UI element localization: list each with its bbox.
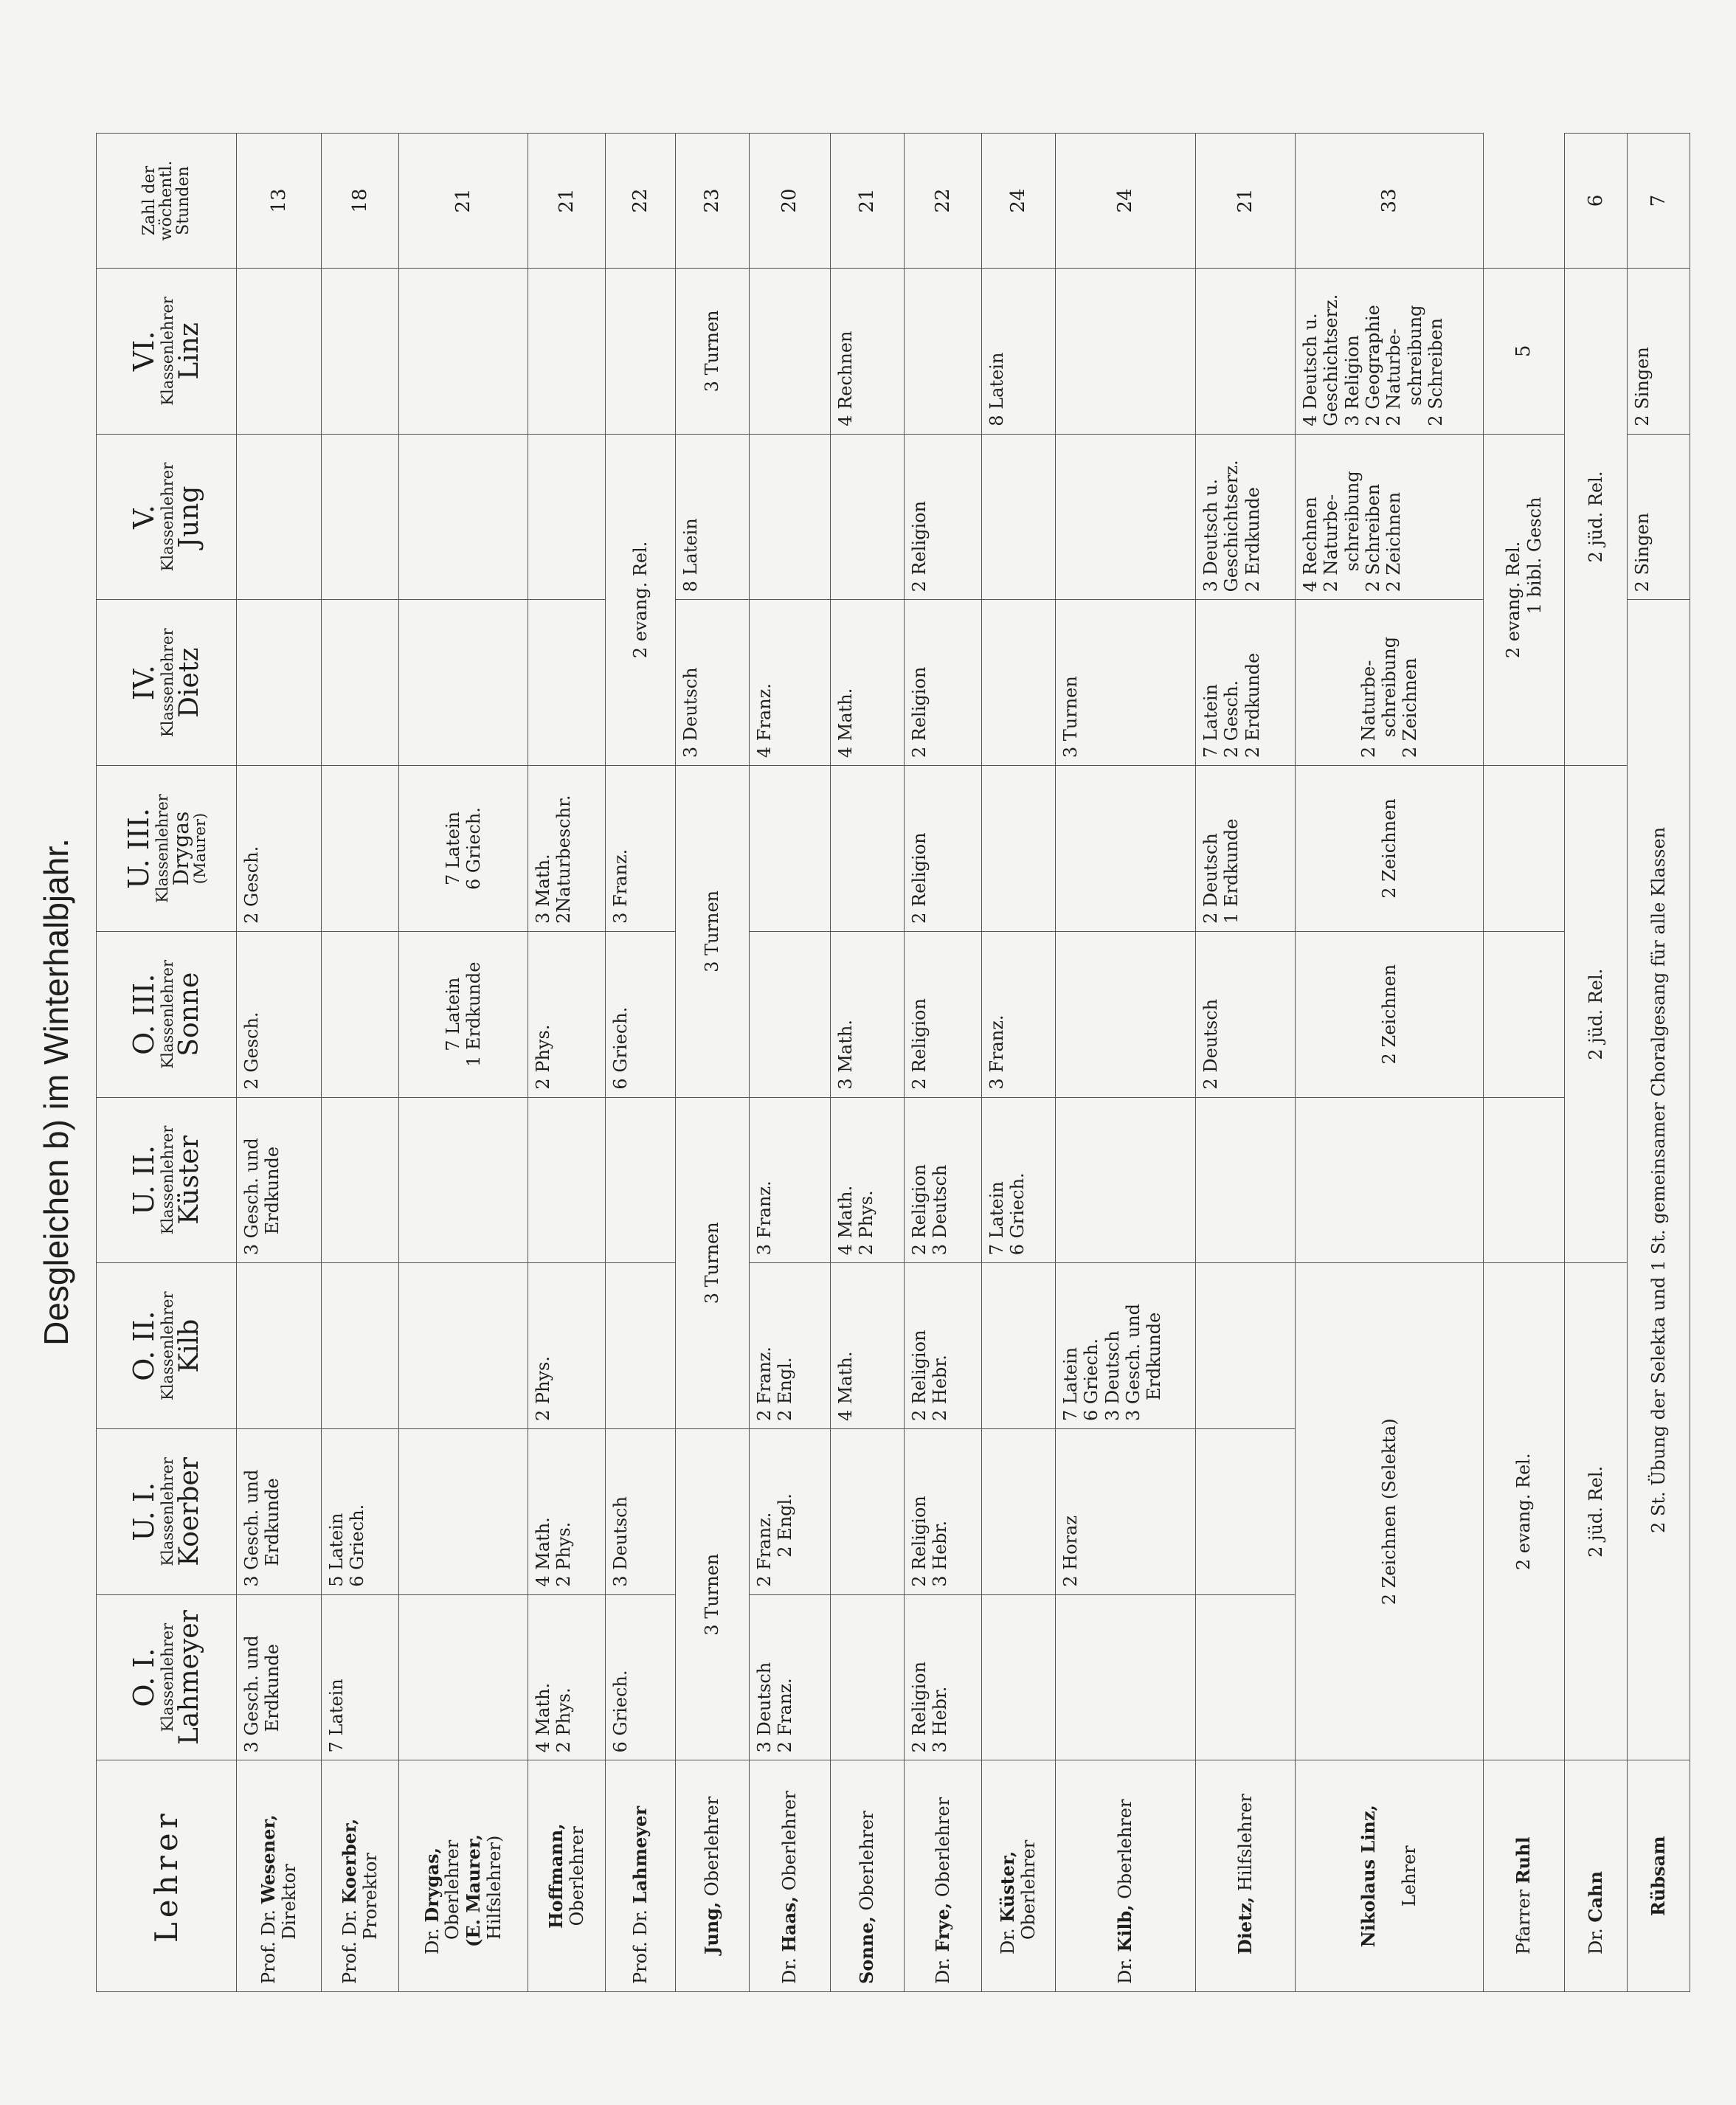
teacher-name: Dr. Cahn xyxy=(1565,1760,1628,1992)
class-role: Klassenlehrer xyxy=(153,794,171,903)
class-header-uii xyxy=(97,1097,237,1263)
teacher-name: Dr. Haas, Oberlehrer xyxy=(750,1760,831,1992)
teacher-name: Prof. Dr. Wesener, Direktor xyxy=(237,1760,322,1992)
hours-header-line: Zahl der xyxy=(139,165,159,236)
hours-cell: 21 xyxy=(1196,134,1296,269)
lesson-cell: 7 Latein 6 Griech. xyxy=(399,766,528,932)
class-teacher: Kilb xyxy=(173,1318,204,1373)
lesson-cell xyxy=(1196,268,1296,434)
lesson-cell: 2 Deutsch 1 Erdkunde xyxy=(1196,766,1296,932)
lesson-cell xyxy=(237,1263,322,1429)
class-roman: O. I. xyxy=(127,1648,160,1707)
teacher-name: Dr. Drygas, Oberlehrer (E. Maurer, Hilfslehrer) xyxy=(399,1760,528,1992)
class-roman: IV. xyxy=(127,665,160,701)
class-roman: U. III. xyxy=(122,808,155,889)
class-roman: U. II. xyxy=(127,1145,160,1215)
lesson-cell: 2 Phys. xyxy=(528,931,606,1097)
lesson-cell xyxy=(1196,1429,1296,1595)
lesson-cell xyxy=(1196,1263,1296,1429)
lesson-cell: 3 Deutsch xyxy=(606,1429,676,1595)
lesson-cell: 2 Singen xyxy=(1628,434,1690,600)
hours-cell: 21 xyxy=(399,134,528,269)
lesson-cell xyxy=(831,766,905,932)
lesson-cell xyxy=(1196,1097,1296,1263)
class-role: Klassenlehrer xyxy=(158,462,176,572)
lesson-cell xyxy=(322,1263,399,1429)
lesson-cell xyxy=(399,1594,528,1760)
lesson-cell xyxy=(982,600,1056,766)
hours-header-line: Stunden xyxy=(174,166,193,235)
lesson-cell: 2 Horaz xyxy=(1056,1429,1196,1595)
lesson-cell: 4 Math. 2 Phys. xyxy=(831,1097,905,1263)
lesson-cell: 7 Latein 2 Gesch. 2 Erdkunde xyxy=(1196,600,1296,766)
lesson-cell: 2 Franz. 2 Engl. xyxy=(750,1429,831,1595)
lesson-cell: 2 Gesch. xyxy=(237,931,322,1097)
teacher-row xyxy=(750,134,831,1992)
timetable-stage xyxy=(96,133,1682,1992)
lesson-cell: 2 Singen xyxy=(1628,268,1690,434)
class-roman: O. II. xyxy=(127,1310,160,1381)
lesson-cell xyxy=(237,434,322,600)
class-teacher: Jung xyxy=(173,485,204,548)
lesson-cell: 3 Gesch. und Erdkunde xyxy=(237,1097,322,1263)
teacher-row xyxy=(237,134,322,1992)
lesson-cell xyxy=(528,1097,606,1263)
class-teacher: Küster xyxy=(173,1136,204,1225)
class-header-iv xyxy=(97,600,237,766)
lesson-cell: 5 Latein 6 Griech. xyxy=(322,1429,399,1595)
lesson-cell: 7 Latein 1 Erdkunde xyxy=(399,931,528,1097)
lesson-cell xyxy=(399,1263,528,1429)
teacher-name: Rübsam xyxy=(1628,1760,1690,1992)
timetable xyxy=(96,133,1690,1992)
lesson-cell xyxy=(750,268,831,434)
hours-cell: 21 xyxy=(831,134,905,269)
lesson-cell xyxy=(831,1594,905,1760)
teacher-name: Pfarrer Ruhl xyxy=(1484,1760,1565,1992)
lesson-cell xyxy=(399,268,528,434)
lesson-cell xyxy=(1196,1594,1296,1760)
lesson-cell xyxy=(750,766,831,932)
lesson-cell: 4 Math. xyxy=(831,1263,905,1429)
lesson-cell xyxy=(831,434,905,600)
teacher-row xyxy=(1196,134,1296,1992)
lesson-cell: 2 St. Übung der Selekta und 1 St. gemeinsamer Choralgesang für alle Klassen xyxy=(1628,600,1690,1760)
lehrer-header: Lehrer xyxy=(97,1760,237,1992)
lesson-cell xyxy=(1484,931,1565,1097)
hours-cell: 33 xyxy=(1296,134,1484,269)
lesson-cell xyxy=(1056,434,1196,600)
lesson-cell xyxy=(1296,1097,1484,1263)
hours-cell: 21 xyxy=(528,134,606,269)
class-role: Klassenlehrer xyxy=(158,1291,176,1400)
hours-cell: 5 xyxy=(1484,268,1565,434)
lesson-cell xyxy=(322,1097,399,1263)
lesson-cell: 2 Phys. xyxy=(528,1263,606,1429)
lesson-cell: 2 Zeichnen xyxy=(1296,931,1484,1097)
teacher-row xyxy=(1484,134,1565,1992)
teacher-name: Prof. Dr. Koerber, Prorektor xyxy=(322,1760,399,1992)
lesson-cell xyxy=(399,1429,528,1595)
class-roman: O. III. xyxy=(127,973,160,1055)
lesson-cell: 4 Rechnen 2 Naturbe- schreibung 2 Schreiben 2 Zeichnen xyxy=(1296,434,1484,600)
hours-cell: 13 xyxy=(237,134,322,269)
lesson-cell xyxy=(322,766,399,932)
teacher-row xyxy=(528,134,606,1992)
hours-header-line: wöchentl. xyxy=(156,160,176,241)
lesson-cell: 2 Religion 3 Hebr. xyxy=(905,1429,982,1595)
lesson-cell: 2 Zeichnen (Selekta) xyxy=(1296,1263,1484,1760)
lesson-cell: 2 Franz. 2 Engl. xyxy=(750,1263,831,1429)
class-role: Klassenlehrer xyxy=(158,297,176,406)
lesson-cell: 6 Griech. xyxy=(606,1594,676,1760)
hours-header xyxy=(97,134,237,269)
teacher-row xyxy=(905,134,982,1992)
teacher-row xyxy=(399,134,528,1992)
lesson-cell: 3 Gesch. und Erdkunde xyxy=(237,1594,322,1760)
lesson-cell: 4 Math. xyxy=(831,600,905,766)
class-roman: VI. xyxy=(127,331,160,372)
lesson-cell: 4 Math. 2 Phys. xyxy=(528,1594,606,1760)
lesson-cell: 3 Gesch. und Erdkunde xyxy=(237,1429,322,1595)
teacher-name: Dr. Kilb, Oberlehrer xyxy=(1056,1760,1196,1992)
lesson-cell: 6 Griech. xyxy=(606,931,676,1097)
hours-cell: 23 xyxy=(676,134,750,269)
lesson-cell xyxy=(322,434,399,600)
lesson-cell: 3 Franz. xyxy=(606,766,676,932)
lesson-cell: 2 Religion 3 Deutsch xyxy=(905,1097,982,1263)
lesson-cell: 7 Latein 6 Griech. xyxy=(982,1097,1056,1263)
lesson-cell xyxy=(982,1594,1056,1760)
teacher-row xyxy=(606,134,676,1992)
page-title: Desgleichen b) im Winterhalbjahr. xyxy=(37,838,75,1346)
class-header-ui xyxy=(97,1429,237,1595)
lesson-cell: 2 Naturbe- schreibung 2 Zeichnen xyxy=(1296,600,1484,766)
hours-cell: 24 xyxy=(1056,134,1196,269)
lesson-cell xyxy=(750,931,831,1097)
lesson-cell: 3 Deutsch 2 Franz. xyxy=(750,1594,831,1760)
teacher-row xyxy=(1296,134,1484,1992)
teacher-row xyxy=(322,134,399,1992)
class-teacher: Lahmeyer xyxy=(173,1610,204,1746)
lesson-cell: 4 Math. 2 Phys. xyxy=(528,1429,606,1595)
teacher-name: Jung, Oberlehrer xyxy=(676,1760,750,1992)
lesson-cell xyxy=(606,1097,676,1263)
lesson-cell: 7 Latein xyxy=(322,1594,399,1760)
lesson-cell: 2 Religion 3 Hebr. xyxy=(905,1594,982,1760)
teacher-name: Dr. Küster, Oberlehrer xyxy=(982,1760,1056,1992)
hours-cell: 20 xyxy=(750,134,831,269)
lesson-cell xyxy=(399,1097,528,1263)
class-header-oiii xyxy=(97,931,237,1097)
lesson-cell xyxy=(982,766,1056,932)
lesson-cell xyxy=(1484,1097,1565,1263)
lesson-cell: 3 Franz. xyxy=(982,931,1056,1097)
class-header-vi xyxy=(97,268,237,434)
lesson-cell xyxy=(1056,1594,1196,1760)
class-role: Klassenlehrer xyxy=(158,1457,176,1566)
lesson-cell: 7 Latein 6 Griech. 3 Deutsch 3 Gesch. und Erdkunde xyxy=(1056,1263,1196,1429)
lesson-cell: 2 Religion xyxy=(905,766,982,932)
lesson-cell: 3 Deutsch xyxy=(676,600,750,766)
lesson-cell xyxy=(528,600,606,766)
class-teacher: Linz xyxy=(173,322,204,380)
lesson-cell: 3 Franz. xyxy=(750,1097,831,1263)
teacher-row xyxy=(1628,134,1690,1992)
lesson-cell xyxy=(982,1263,1056,1429)
teacher-row xyxy=(831,134,905,1992)
class-teacher: Koerber xyxy=(173,1457,204,1566)
hours-cell: 22 xyxy=(905,134,982,269)
lesson-cell: 2 Religion 2 Hebr. xyxy=(905,1263,982,1429)
lesson-cell: 2 evang. Rel. 1 bibl. Gesch xyxy=(1484,434,1565,765)
lesson-cell: 4 Franz. xyxy=(750,600,831,766)
class-header-oi xyxy=(97,1594,237,1760)
lesson-cell xyxy=(905,268,982,434)
lesson-cell: 2 jüd. Rel. xyxy=(1565,766,1628,1263)
teacher-row xyxy=(1056,134,1196,1992)
lesson-cell xyxy=(750,434,831,600)
lesson-cell xyxy=(322,268,399,434)
class-roman: U. I. xyxy=(127,1482,160,1541)
teacher-row xyxy=(982,134,1056,1992)
lesson-cell: 8 Latein xyxy=(676,434,750,600)
lesson-cell xyxy=(322,600,399,766)
class-header-v xyxy=(97,434,237,600)
lesson-cell xyxy=(606,268,676,434)
teacher-name: Prof. Dr. Lahmeyer xyxy=(606,1760,676,1992)
lesson-cell xyxy=(1484,766,1565,932)
class-roman: V. xyxy=(127,505,160,529)
lesson-cell xyxy=(399,434,528,600)
lesson-cell: 2 Religion xyxy=(905,931,982,1097)
lesson-cell: 2 jüd. Rel. xyxy=(1565,268,1628,765)
class-role: Klassenlehrer xyxy=(158,628,176,738)
class-role: Klassenlehrer xyxy=(158,1622,176,1732)
hours-cell: 7 xyxy=(1628,134,1690,269)
lesson-cell: 2 Religion xyxy=(905,434,982,600)
teacher-name: Nikolaus Linz, Lehrer xyxy=(1296,1760,1484,1992)
teacher-name: Sonne, Oberlehrer xyxy=(831,1760,905,1992)
lesson-cell: 4 Deutsch u. Geschichtserz. 3 Religion 2 Geographie 2 Naturbe- schreibung 2 Schreiben xyxy=(1296,268,1484,434)
lesson-cell: 4 Rechnen xyxy=(831,268,905,434)
lesson-cell xyxy=(1056,268,1196,434)
class-role: Klassenlehrer xyxy=(158,959,176,1069)
teacher-name: Hoffmann, Oberlehrer xyxy=(528,1760,606,1992)
hours-cell: 22 xyxy=(606,134,676,269)
lesson-cell: 8 Latein xyxy=(982,268,1056,434)
lesson-cell: 2 evang. Rel. xyxy=(606,434,676,765)
lesson-cell: 3 Turnen xyxy=(676,268,750,434)
lesson-cell: 2 evang. Rel. xyxy=(1484,1263,1565,1760)
lesson-cell xyxy=(982,1429,1056,1595)
lesson-cell: 2 Gesch. xyxy=(237,766,322,932)
class-role: Klassenlehrer xyxy=(158,1125,176,1235)
lesson-cell xyxy=(237,600,322,766)
header-row xyxy=(97,134,237,1992)
class-teacher: Drygas xyxy=(168,811,193,886)
lesson-cell: 2 Zeichnen xyxy=(1296,766,1484,932)
lesson-cell xyxy=(237,268,322,434)
lesson-cell xyxy=(322,931,399,1097)
lesson-cell: 3 Turnen xyxy=(676,766,750,1097)
lesson-cell xyxy=(528,268,606,434)
lesson-cell: 3 Math. xyxy=(831,931,905,1097)
lesson-cell: 2 jüd. Rel. xyxy=(1565,1263,1628,1760)
lesson-cell xyxy=(1056,766,1196,932)
teacher-row xyxy=(676,134,750,1992)
hours-cell: 24 xyxy=(982,134,1056,269)
lesson-cell: 3 Math. 2Naturbeschr. xyxy=(528,766,606,932)
hours-cell: 6 xyxy=(1565,134,1628,269)
lesson-cell: 2 Religion xyxy=(905,600,982,766)
class-teacher: Dietz xyxy=(173,647,204,718)
lesson-cell xyxy=(982,434,1056,600)
teacher-name: Dietz, Hilfslehrer xyxy=(1196,1760,1296,1992)
class-header-uiii xyxy=(97,766,237,932)
lesson-cell: 3 Turnen xyxy=(676,1097,750,1428)
lesson-cell xyxy=(831,1429,905,1595)
lesson-cell xyxy=(606,1263,676,1429)
class-teacher: Sonne xyxy=(173,972,204,1057)
lesson-cell: 3 Deutsch u. Geschichtserz. 2 Erdkunde xyxy=(1196,434,1296,600)
lesson-cell xyxy=(1056,931,1196,1097)
lesson-cell xyxy=(1056,1097,1196,1263)
class-header-oii xyxy=(97,1263,237,1429)
class-teacher-extra: (Maurer) xyxy=(191,812,210,885)
lesson-cell xyxy=(528,434,606,600)
hours-cell: 18 xyxy=(322,134,399,269)
lesson-cell: 3 Turnen xyxy=(1056,600,1196,766)
lesson-cell xyxy=(399,600,528,766)
teacher-row xyxy=(1565,134,1628,1992)
teacher-name: Dr. Frye, Oberlehrer xyxy=(905,1760,982,1992)
lesson-cell: 3 Turnen xyxy=(676,1429,750,1760)
lesson-cell: 2 Deutsch xyxy=(1196,931,1296,1097)
